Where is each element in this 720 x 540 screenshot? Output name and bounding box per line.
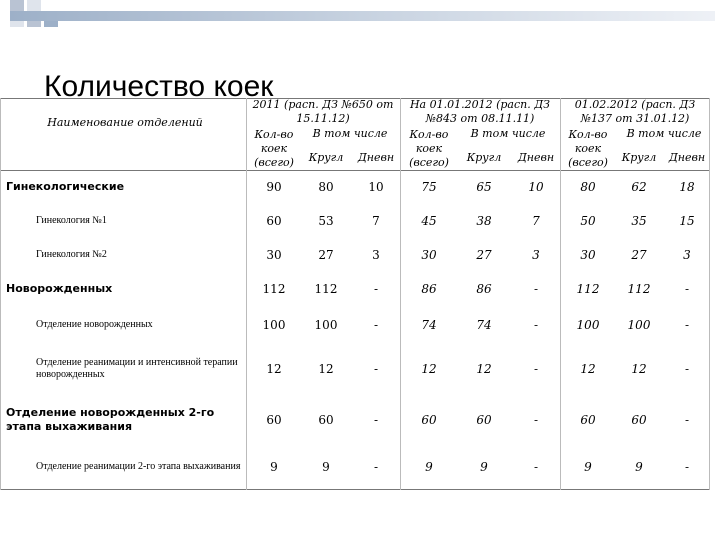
bed-count-cell: 80 xyxy=(580,179,596,194)
bed-count-cell: 60 xyxy=(318,412,334,427)
bed-count-cell: 18 xyxy=(679,179,695,194)
bed-count-cell: 3 xyxy=(683,247,691,262)
group-header-2012-01: На 01.01.2012 (расп. ДЗ №843 от 08.11.11) xyxy=(409,98,551,125)
bed-count-cell: - xyxy=(533,460,539,474)
dnevn-header: Дневн xyxy=(357,151,395,165)
department-name: Гинекологические xyxy=(6,180,125,194)
bed-count-cell: 74 xyxy=(421,317,437,332)
department-name: Гинекология №2 xyxy=(36,248,107,260)
bed-count-cell: 12 xyxy=(631,361,647,376)
bed-count-cell: - xyxy=(373,361,379,376)
bed-count-cell: - xyxy=(684,460,690,474)
bed-count-cell: 38 xyxy=(476,213,492,228)
bed-count-cell: - xyxy=(684,317,690,332)
bed-count-cell: 12 xyxy=(266,361,282,376)
bed-count-cell: 30 xyxy=(266,247,282,262)
bed-count-cell: - xyxy=(684,412,690,427)
bed-count-cell: 60 xyxy=(476,412,492,427)
bed-count-cell: 90 xyxy=(266,179,282,194)
bed-count-cell: 10 xyxy=(368,179,384,194)
bed-count-cell: 10 xyxy=(528,179,544,194)
bed-count-cell: 9 xyxy=(322,460,330,474)
bed-count-cell: 3 xyxy=(372,247,380,262)
department-name: Отделение новорожденных 2-го этапа выхаживания xyxy=(6,406,215,433)
bed-count-cell: - xyxy=(373,460,379,474)
bed-count-cell: 12 xyxy=(476,361,492,376)
bed-count-cell: 100 xyxy=(576,317,600,332)
bed-count-cell: 12 xyxy=(580,361,596,376)
bed-count-cell: 75 xyxy=(421,179,437,194)
bed-count-cell: 60 xyxy=(266,213,282,228)
bed-count-cell: 60 xyxy=(421,412,437,427)
bed-count-cell: - xyxy=(533,317,539,332)
bed-count-cell: 35 xyxy=(631,213,647,228)
incl-header: В том числе xyxy=(470,127,546,141)
dept-header: Наименование отделений xyxy=(47,116,203,130)
bed-count-cell: 50 xyxy=(580,213,596,228)
page-title: Количество коек xyxy=(44,70,274,104)
beds-table xyxy=(0,98,710,490)
krugl-header: Кругл xyxy=(308,151,344,165)
bed-count-cell: 12 xyxy=(318,361,334,376)
bed-count-cell: 45 xyxy=(421,213,437,228)
bed-count-cell: 15 xyxy=(679,213,695,228)
bed-count-cell: 53 xyxy=(318,213,334,228)
bed-count-cell: 9 xyxy=(270,460,278,474)
bed-count-cell: 9 xyxy=(584,460,592,474)
bed-count-cell: - xyxy=(373,281,379,296)
bed-count-cell: 112 xyxy=(262,281,286,296)
bed-count-cell: - xyxy=(533,412,539,427)
bed-count-cell: 12 xyxy=(421,361,437,376)
bed-count-cell: 86 xyxy=(476,281,492,296)
bed-count-cell: 60 xyxy=(631,412,647,427)
bed-count-cell: 7 xyxy=(532,213,540,228)
bed-count-cell: 27 xyxy=(631,247,647,262)
bed-count-cell: 60 xyxy=(266,412,282,427)
bed-count-cell: 62 xyxy=(631,179,647,194)
bed-count-cell: 86 xyxy=(421,281,437,296)
department-name: Отделение реанимации и интенсивной терапии новорожденных xyxy=(36,356,238,380)
bed-count-cell: 74 xyxy=(476,317,492,332)
total-header: Кол-во коек (всего) xyxy=(409,128,449,169)
top-bar xyxy=(10,11,715,21)
bed-count-cell: 100 xyxy=(262,317,286,332)
bed-count-cell: - xyxy=(684,361,690,376)
bed-count-cell: 60 xyxy=(580,412,596,427)
bed-count-cell: 112 xyxy=(314,281,338,296)
bed-count-cell: 7 xyxy=(372,213,380,228)
bed-count-cell: - xyxy=(373,412,379,427)
bed-count-cell: 112 xyxy=(576,281,600,296)
krugl-header: Кругл xyxy=(466,151,502,165)
bed-count-cell: 100 xyxy=(314,317,338,332)
bed-count-cell: 30 xyxy=(421,247,437,262)
bed-count-cell: 65 xyxy=(476,179,492,194)
bed-count-cell: 112 xyxy=(627,281,651,296)
bed-count-cell: 9 xyxy=(635,460,643,474)
department-name: Отделение новорожденных xyxy=(36,318,153,330)
total-header: Кол-во коек (всего) xyxy=(568,128,608,169)
bed-count-cell: 9 xyxy=(425,460,433,474)
total-header: Кол-во коек (всего) xyxy=(254,128,294,169)
bed-count-cell: 100 xyxy=(627,317,651,332)
department-name: Гинекология №1 xyxy=(36,214,107,226)
bed-count-cell: 27 xyxy=(318,247,334,262)
bed-count-cell: - xyxy=(533,361,539,376)
dnevn-header: Дневн xyxy=(668,151,706,165)
incl-header: В том числе xyxy=(312,127,388,141)
incl-header: В том числе xyxy=(626,127,702,141)
bed-count-cell: - xyxy=(684,281,690,296)
department-name: Отделение реанимации 2-го этапа выхаживания xyxy=(36,461,241,473)
bed-count-cell: 27 xyxy=(476,247,492,262)
group-header-2011: 2011 (расп. ДЗ №650 от 15.11.12) xyxy=(252,98,394,125)
bed-count-cell: - xyxy=(373,317,379,332)
bed-count-cell: 80 xyxy=(318,179,334,194)
department-name: Новорожденных xyxy=(6,282,113,296)
krugl-header: Кругл xyxy=(621,151,657,165)
bed-count-cell: - xyxy=(533,281,539,296)
bed-count-cell: 30 xyxy=(580,247,596,262)
dnevn-header: Дневн xyxy=(517,151,555,165)
group-header-2012-02: 01.02.2012 (расп. ДЗ №137 от 31.01.12) xyxy=(574,98,696,125)
bed-count-cell: 9 xyxy=(480,460,488,474)
bed-count-cell: 3 xyxy=(532,247,540,262)
